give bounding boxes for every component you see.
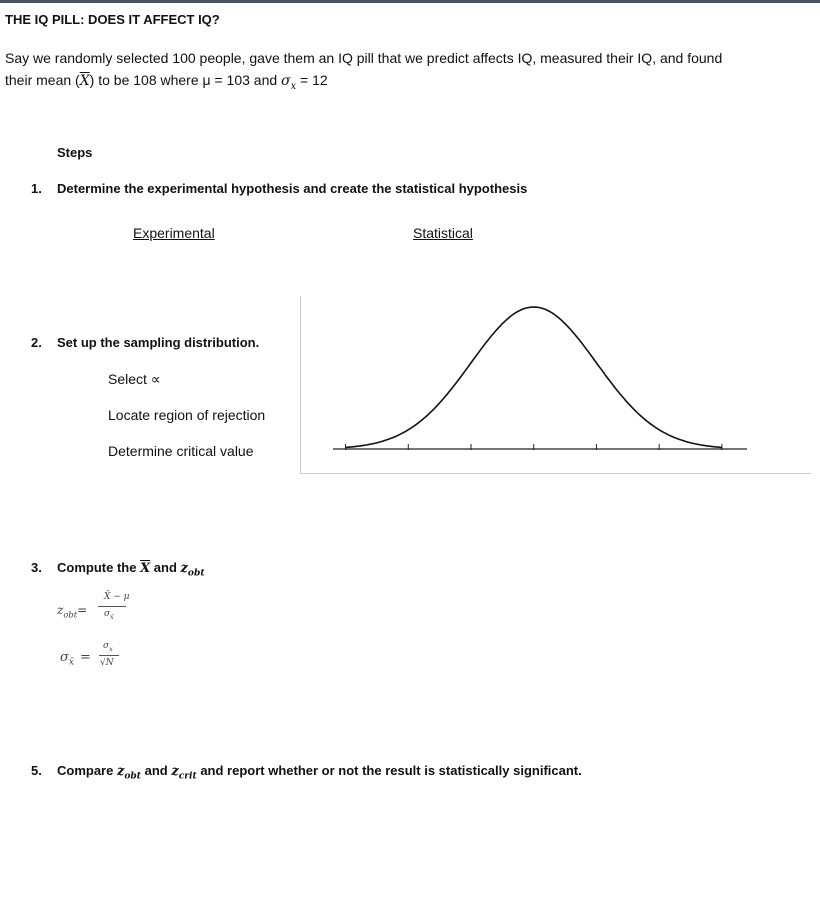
z-obt-subscript: obt bbox=[63, 609, 78, 620]
step5-z1-sub: obt bbox=[124, 770, 141, 782]
problem-line-2 bbox=[5, 69, 795, 98]
step1-number: 1. bbox=[31, 181, 42, 196]
sigma-xbar-lhs bbox=[60, 650, 91, 668]
step3-xbar: $\overline{X}$ bbox=[140, 561, 151, 576]
sigma-den-sub: x̄ bbox=[110, 613, 114, 621]
xbar-symbol: $\overline{X}$ bbox=[79, 73, 90, 89]
step1-heading: Determine the experimental hypothesis and create the statistical hypothesis bbox=[57, 181, 528, 196]
sigma-subscript: x bbox=[290, 80, 297, 92]
step3-text-pre: Compute the bbox=[57, 560, 141, 575]
step3-heading bbox=[57, 560, 205, 579]
step5-z2-sub: crit bbox=[178, 770, 197, 782]
sigma-symbol: σ bbox=[281, 73, 291, 89]
sigma-num: σ bbox=[103, 641, 110, 651]
step3-text-and: and bbox=[150, 560, 181, 575]
figure-left-border bbox=[300, 296, 301, 474]
problem-statement bbox=[5, 47, 795, 98]
sigma-den: σ bbox=[104, 609, 111, 619]
step2-heading: Set up the sampling distribution. bbox=[57, 335, 260, 350]
sigma-num-sub: x bbox=[109, 645, 113, 653]
normal-curve bbox=[346, 307, 722, 447]
steps-heading: Steps bbox=[57, 145, 93, 160]
line2-post: = 12 bbox=[296, 72, 328, 88]
z-obt-lhs bbox=[57, 603, 87, 619]
z-formula-denominator bbox=[104, 609, 114, 621]
step5-heading bbox=[57, 763, 582, 782]
figure-bottom-border bbox=[300, 473, 811, 474]
page-title: THE IQ PILL: DOES IT AFFECT IQ? bbox=[5, 12, 220, 27]
rejection-region-item: Locate region of rejection bbox=[108, 407, 266, 423]
step3-z-sub: obt bbox=[187, 567, 205, 579]
top-border bbox=[0, 0, 820, 3]
problem-line-1: Say we randomly selected 100 people, gave them an IQ pill that we predict affects IQ, measured their IQ, and found bbox=[5, 50, 723, 66]
critical-value-item: Determine critical value bbox=[108, 443, 254, 459]
z-formula-numerator: X̄ − μ bbox=[104, 592, 130, 602]
normal-distribution-figure bbox=[330, 298, 750, 458]
select-alpha-item: Select ∝ bbox=[108, 371, 161, 387]
step5-text-pre: Compare bbox=[57, 763, 117, 778]
step5-z1: z bbox=[116, 764, 125, 779]
sigma-lhs: σ bbox=[60, 650, 69, 665]
z-fraction-bar bbox=[98, 606, 126, 607]
step5-text-and: and bbox=[140, 763, 172, 778]
equals-sign-2: = bbox=[80, 650, 91, 665]
sigma-fraction-bar bbox=[99, 655, 119, 656]
step3-number: 3. bbox=[31, 560, 42, 575]
sigma-lhs-sub: x̄ bbox=[68, 657, 75, 668]
statistical-column-heading: Statistical bbox=[413, 225, 473, 241]
equals-sign: = bbox=[77, 603, 88, 617]
step3-z: z bbox=[180, 561, 188, 576]
step5-text-post: and report whether or not the result is statistically significant. bbox=[196, 763, 582, 778]
sigma-formula-denominator: √N bbox=[100, 658, 114, 668]
step5-z2: z bbox=[171, 764, 179, 779]
step5-number: 5. bbox=[31, 763, 42, 778]
line2-mid: ) to be 108 where μ = 103 and bbox=[89, 72, 282, 88]
sigma-formula-numerator bbox=[103, 641, 113, 653]
line2-pre: their mean ( bbox=[5, 72, 80, 88]
step2-number: 2. bbox=[31, 335, 42, 350]
experimental-column-heading: Experimental bbox=[133, 225, 215, 241]
z-symbol: z bbox=[57, 603, 64, 617]
